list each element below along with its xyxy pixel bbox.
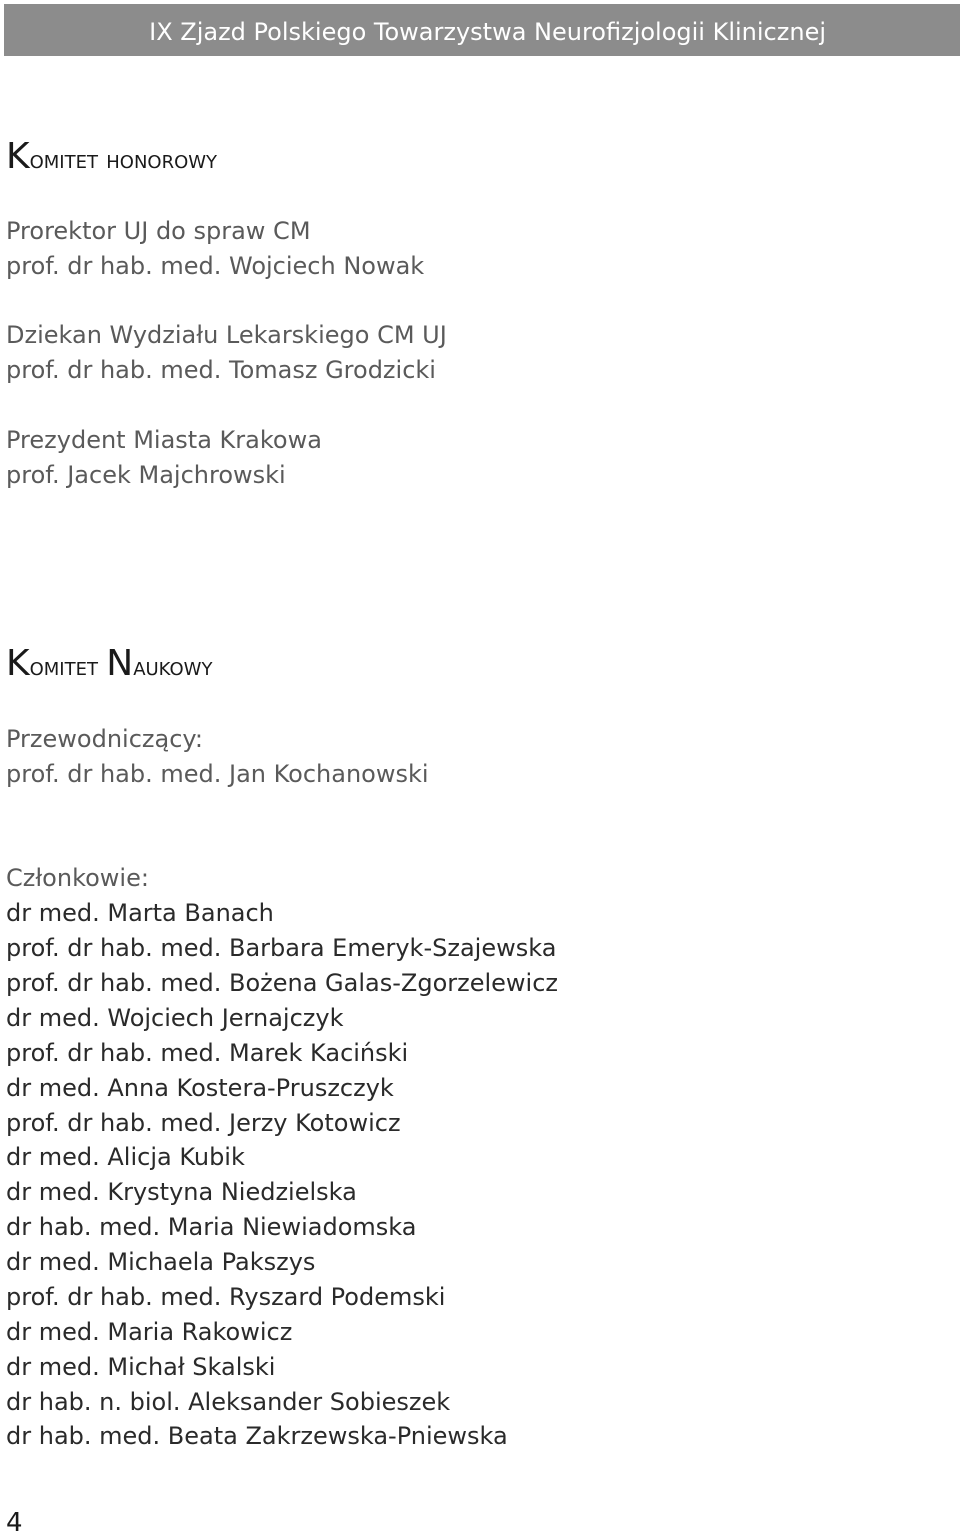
header-bar [4,4,960,56]
scientific-heading-part: aukowy [133,652,213,682]
scientific-committee-heading [6,643,212,684]
scientific-heading-initial: N [106,643,134,684]
member-item: dr med. Wojciech Jernajczyk [6,1004,344,1032]
member-item: dr med. Michaela Pakszys [6,1248,316,1276]
scientific-heading-part: omitet [29,652,107,682]
chair-name: prof. dr hab. med. Jan Kochanowski [6,760,429,788]
member-item: prof. dr hab. med. Marek Kaciński [6,1039,409,1067]
members-label: Członkowie: [6,864,149,892]
honorary-heading-rest: omitet honorowy [29,145,218,175]
honorary-name: prof. dr hab. med. Wojciech Nowak [6,252,425,280]
honorary-role: Dziekan Wydziału Lekarskiego CM UJ [6,321,447,349]
member-item: dr med. Marta Banach [6,899,274,927]
member-item: prof. dr hab. med. Barbara Emeryk-Szajewska [6,934,557,962]
honorary-role: Prorektor UJ do spraw CM [6,217,311,245]
member-item: dr hab. med. Maria Niewiadomska [6,1213,417,1241]
member-item: dr med. Maria Rakowicz [6,1318,293,1346]
member-item: prof. dr hab. med. Bożena Galas-Zgorzelewicz [6,969,559,997]
page-number: 4 [6,1508,23,1538]
honorary-role: Prezydent Miasta Krakowa [6,426,322,454]
member-item: prof. dr hab. med. Jerzy Kotowicz [6,1109,401,1137]
header-title: IX Zjazd Polskiego Towarzystwa Neurofizjologii Klinicznej [149,18,826,46]
member-item: dr med. Michał Skalski [6,1353,276,1381]
honorary-name: prof. Jacek Majchrowski [6,461,286,489]
member-item: dr hab. n. biol. Aleksander Sobieszek [6,1388,451,1416]
honorary-committee-heading [6,136,217,177]
member-item: dr med. Anna Kostera-Pruszczyk [6,1074,394,1102]
honorary-name: prof. dr hab. med. Tomasz Grodzicki [6,356,436,384]
chair-label: Przewodniczący: [6,725,203,753]
member-item: dr med. Alicja Kubik [6,1143,245,1171]
member-item: dr med. Krystyna Niedzielska [6,1178,357,1206]
member-item: prof. dr hab. med. Ryszard Podemski [6,1283,446,1311]
scientific-heading-initial: K [6,643,30,684]
member-item: dr hab. med. Beata Zakrzewska-Pniewska [6,1422,508,1450]
honorary-heading-initial: K [6,136,30,177]
